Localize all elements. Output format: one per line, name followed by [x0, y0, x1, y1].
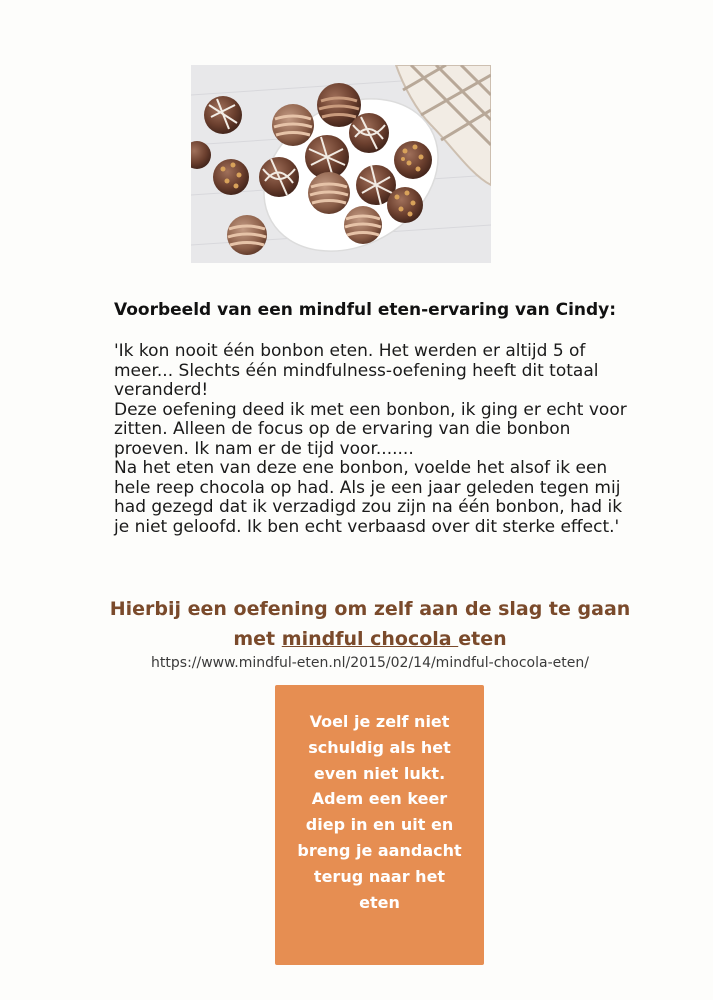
- callout-line: Hierbij een oefening om zelf aan de slag te gaan: [109, 598, 631, 620]
- exercise-callout: [90, 594, 650, 654]
- source-url[interactable]: https://www.mindful-eten.nl/2015/02/14/mindful-chocola-eten/: [151, 655, 589, 671]
- experience-quote: [114, 342, 634, 537]
- quote-paragraph: 'Ik kon nooit één bonbon eten. Het werden er altijd 5 of meer... Slechts één mindfulness-oefening heeft dit totaal veranderd!: [114, 341, 599, 400]
- callout-line: [90, 624, 650, 654]
- quote-paragraph: Deze oefening deed ik met een bonbon, ik ging er echt voor zitten. Alleen de focus op de ervaring van die bonbon proeven. Ik nam er de tijd voor.......: [114, 399, 627, 459]
- mindful-chocola-link[interactable]: mindful chocola: [281, 628, 459, 650]
- callout-suffix: eten: [458, 628, 507, 650]
- tip-box: [275, 685, 484, 965]
- bonbons-illustration: [191, 65, 491, 263]
- chocolate-bonbons-photo: [191, 65, 491, 263]
- example-heading: Voorbeeld van een mindful eten-ervaring van Cindy:: [114, 300, 617, 320]
- callout-prefix: met: [233, 628, 282, 650]
- quote-paragraph: Na het eten van deze ene bonbon, voelde het alsof ik een hele reep chocola op had. Als je een jaar geleden tegen mij had gezegd dat ik verzadigd zou zijn na één bonbon, had ik je niet geloofd. Ik ben echt verbaasd over dit sterke effect.': [114, 458, 623, 537]
- tip-text: Voel je zelf niet schuldig als het even niet lukt. Adem een keer diep in en uit en breng je aandacht terug naar het eten: [297, 712, 462, 912]
